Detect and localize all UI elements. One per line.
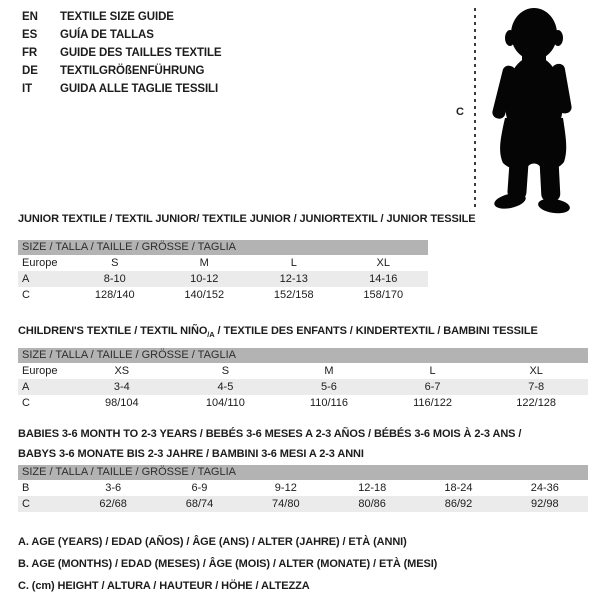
language-code: ES	[22, 29, 38, 41]
age-cell: 5-6	[321, 381, 337, 393]
title-line: BABYS 3-6 MONATE BIS 2-3 JAHRE / BAMBINI 3-6 MESI A 2-3 ANNI	[18, 448, 364, 460]
language-row	[22, 80, 222, 98]
table-row	[18, 480, 588, 496]
height-cell: 62/68	[99, 498, 127, 510]
height-cell: 98/104	[104, 397, 139, 409]
height-cell: 74/80	[272, 498, 300, 510]
childrens-table-title	[18, 325, 538, 339]
height-measure-label: C	[456, 106, 464, 118]
language-row	[22, 62, 222, 80]
table-row	[18, 287, 428, 303]
junior-table-title: JUNIOR TEXTILE / TEXTIL JUNIOR/ TEXTILE JUNIOR / JUNIORTEXTIL / JUNIOR TESSILE	[18, 213, 476, 225]
age-cell: 3-6	[105, 482, 122, 494]
age-cell: 6-7	[424, 381, 441, 393]
title-line: BABIES 3-6 MONTH TO 2-3 YEARS / BEBÉS 3-6 MESES A 2-3 AÑOS / BÉBÉS 3-6 MOIS À 2-3 ANS /	[18, 428, 522, 440]
toddler-body	[491, 8, 572, 215]
table-row	[18, 379, 588, 395]
language-row	[22, 44, 222, 62]
table-row	[18, 255, 428, 271]
row-label: C	[22, 498, 30, 510]
height-cell: 86/92	[444, 498, 473, 510]
height-cell: 80/86	[358, 498, 386, 510]
age-cell: 6-9	[191, 482, 208, 494]
size-cell: XL	[376, 257, 390, 269]
row-label: Europe	[22, 257, 58, 269]
language-title: GUIDA ALLE TAGLIE TESSILI	[60, 83, 219, 95]
height-cell: 140/152	[184, 289, 225, 301]
language-title: TEXTILE SIZE GUIDE	[60, 11, 174, 23]
row-label: A	[22, 273, 30, 285]
age-cell: 12-13	[279, 273, 308, 285]
height-cell: 122/128	[516, 397, 557, 409]
size-cell: M	[324, 365, 334, 377]
size-cell: XS	[114, 365, 130, 377]
language-code: EN	[22, 11, 38, 23]
footnote-age-years: A. AGE (YEARS) / EDAD (AÑOS) / ÂGE (ANS) / ALTER (JAHRE) / ETÀ (ANNI)	[18, 536, 407, 548]
height-cell: 152/158	[273, 289, 314, 301]
size-cell: L	[290, 257, 297, 269]
age-cell: 18-24	[444, 482, 473, 494]
size-cell: S	[111, 257, 119, 269]
row-label: A	[22, 381, 30, 393]
language-code: DE	[22, 65, 38, 77]
age-cell: 12-18	[358, 482, 387, 494]
age-cell: 8-10	[103, 273, 126, 285]
age-cell: 7-8	[528, 381, 545, 393]
size-header-bar: SIZE / TALLA / TAILLE / GRÖSSE / TAGLIA	[18, 465, 588, 480]
title-text: CHILDREN'S TEXTILE / TEXTIL NIÑO	[18, 325, 208, 337]
size-cell: S	[221, 365, 230, 377]
height-cell: 128/140	[94, 289, 135, 301]
row-label: C	[22, 289, 30, 301]
height-cell: 68/74	[185, 498, 214, 510]
height-cell: 92/98	[531, 498, 559, 510]
footnote-height: C. (cm) HEIGHT / ALTURA / HAUTEUR / HÖHE / ALTEZZA	[18, 580, 310, 592]
language-title: TEXTILGRÖßENFÜHRUNG	[60, 65, 205, 77]
age-cell: 24-36	[530, 482, 559, 494]
language-title: GUÍA DE TALLAS	[60, 29, 154, 41]
footnotes	[18, 531, 437, 597]
size-cell: XL	[529, 365, 543, 377]
language-title: GUIDE DES TAILLES TEXTILE	[60, 47, 222, 59]
table-row	[18, 271, 428, 287]
row-label: B	[22, 482, 30, 494]
row-label: C	[22, 397, 30, 409]
footnote-age-months: B. AGE (MONTHS) / EDAD (MESES) / ÂGE (MOIS) / ALTER (MONATE) / ETÀ (MESI)	[18, 558, 438, 570]
age-cell: 9-12	[274, 482, 297, 494]
height-cell: 116/122	[413, 397, 453, 409]
title-text: / TEXTILE DES ENFANTS / KINDERTEXTIL / BAMBINI TESSILE	[214, 325, 538, 337]
age-cell: 10-12	[190, 273, 219, 285]
age-cell: 14-16	[369, 273, 398, 285]
language-row	[22, 26, 222, 44]
table-row	[18, 395, 588, 411]
height-cell: 158/170	[363, 289, 404, 301]
table-row	[18, 363, 588, 379]
size-cell: L	[429, 365, 436, 377]
language-row	[22, 8, 222, 26]
language-header	[22, 8, 222, 98]
toddler-silhouette-icon	[470, 0, 600, 215]
table-row	[18, 496, 588, 512]
language-code: FR	[22, 47, 38, 59]
childrens-table	[18, 348, 588, 411]
age-cell: 3-4	[113, 381, 130, 393]
babies-table-title	[18, 424, 521, 464]
language-code: IT	[22, 83, 33, 95]
age-cell: 4-5	[217, 381, 234, 393]
size-header-bar: SIZE / TALLA / TAILLE / GRÖSSE / TAGLIA	[18, 240, 428, 255]
size-cell: M	[199, 257, 209, 269]
size-header-bar: SIZE / TALLA / TAILLE / GRÖSSE / TAGLIA	[18, 348, 588, 363]
row-label: Europe	[22, 365, 58, 377]
title-subscript: /A	[207, 330, 215, 340]
height-cell: 110/116	[309, 397, 349, 409]
babies-table	[18, 465, 588, 512]
height-cell: 104/110	[205, 397, 245, 409]
junior-table	[18, 240, 428, 303]
